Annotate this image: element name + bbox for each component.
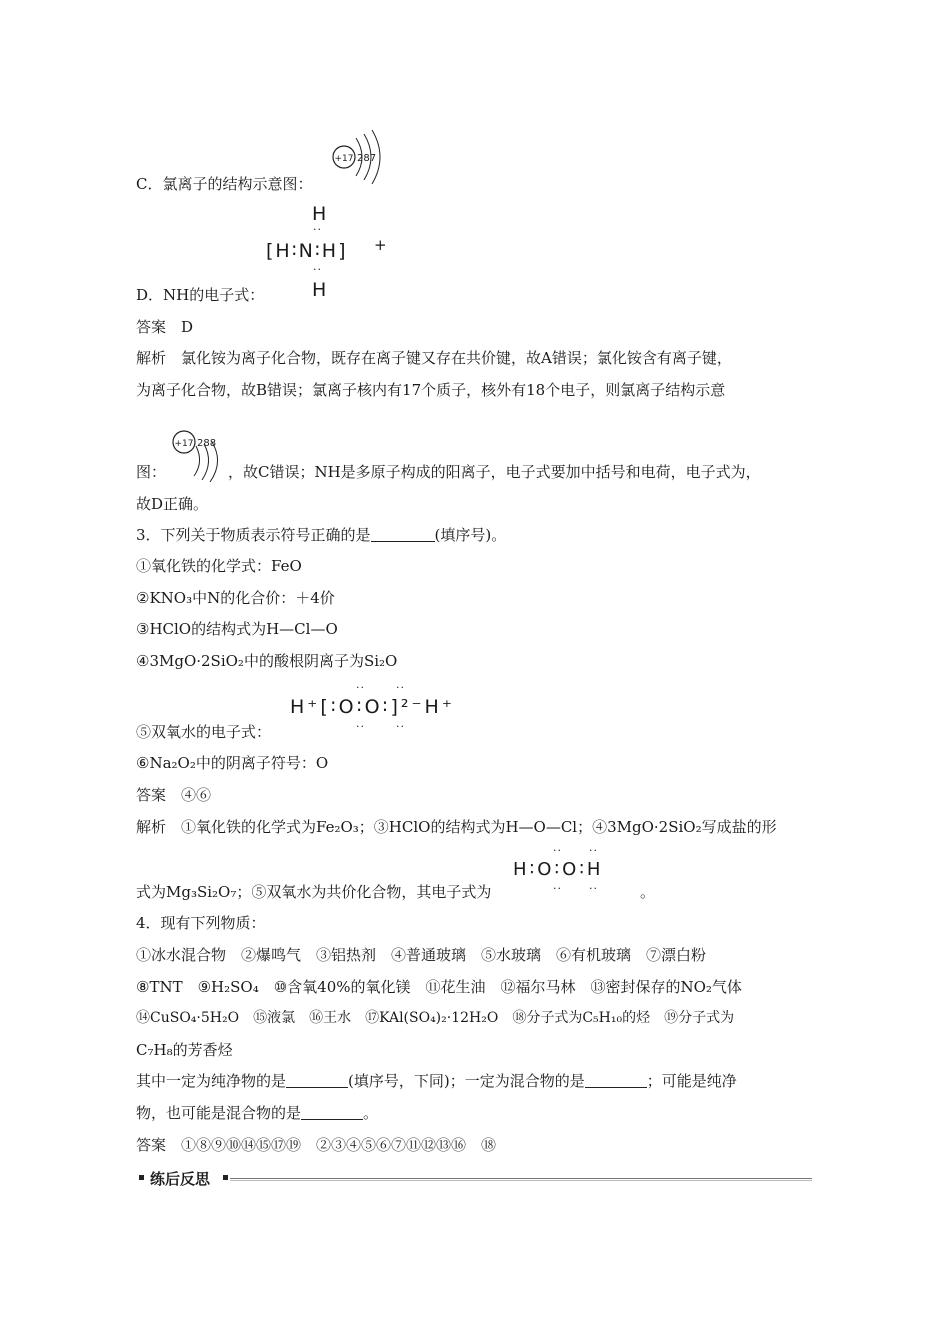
section-title: 练后反思 [150,1170,211,1188]
formula-charge: + [374,236,387,254]
q3-answer-blank[interactable] [371,526,435,542]
shell-electrons: 288 [197,438,217,449]
q2-analysis-line3a: 图： [136,463,167,481]
formula-row: H⁺[∶O∶O∶]²⁻H⁺ [290,696,455,718]
formula-bottom-h: H [312,279,327,301]
q2-analysis-line2: 为离子化合物，故B错误；氯离子核内有17个质子，核外有18个电子，则氯离子结构示意 [136,381,726,399]
q4-stem: 4．现有下列物质： [136,914,266,932]
q4-pure-blank[interactable] [286,1072,348,1088]
reflection-section-header [136,1168,812,1190]
q2-analysis-line4: 故D正确。 [136,495,209,513]
shell-electrons: 287 [357,153,377,164]
q4-either-blank[interactable] [301,1104,363,1120]
option-c: C．氯离子的结构示意图： [136,175,313,193]
q4-mixture-blank[interactable] [585,1072,647,1088]
nucleus-charge: +17 [174,439,194,449]
q2-analysis-line3b: ，故C错误；NH是多原子构成的阳离子，电子式要加中括号和电荷，电子式为， [228,463,761,481]
q3-item-4: ④3MgO·2SiO₂中的酸根阴离子为Si₂O [136,652,398,670]
q3-analysis-line2b: 。 [640,883,656,901]
hydrogen-peroxide-covalent-formula: ·· ·· H∶O∶O∶H ·· ·· [513,844,604,895]
q4-question-line2: 物，也可能是混合物的是 。 [136,1104,379,1122]
option-d: D．NH的电子式： [136,286,265,304]
q4-row-1: ①冰水混合物 ②爆鸣气 ③铝热剂 ④普通玻璃 ⑤水玻璃 ⑥有机玻璃 ⑦漂白粉 [136,946,707,964]
q2-answer: 答案 D [136,318,194,336]
q4-row-2: ⑧TNT ⑨H₂SO₄ ⑩含氧40%的氧化镁 ⑪花生油 ⑫福尔马林 ⑬密封保存的NO₂气体 [136,978,742,996]
formula-top-h: H [312,203,327,225]
q3-answer: 答案 ④⑥ [136,786,212,804]
q3-item-1: ①氧化铁的化学式：FeO [136,557,302,575]
ammonium-electron-formula: H ·· [H∶N∶H] + ·· H [266,203,387,301]
hydrogen-peroxide-ionic-formula: ·· ·· H⁺[∶O∶O∶]²⁻H⁺ ·· ·· [290,681,455,733]
q2-analysis-line1: 解析 氯化铵为离子化合物，既存在离子键又存在共价键，故A错误；氯化铵含有离子键， [136,349,732,367]
nucleus-charge: +17 [334,154,354,164]
q3-analysis-line1: 解析 ①氧化铁的化学式为Fe₂O₃；③HClO的结构式为H—O—Cl；④3MgO·2SiO₂写成盐的形 [136,818,777,836]
q4-row-3: ⑭CuSO₄·5H₂O ⑮液氯 ⑯王水 ⑰KAl(SO₄)₂·12H₂O ⑱分子式为C₅H₁₀的烃 ⑲分子式为 [136,1010,735,1026]
formula-row: H∶O∶O∶H [513,859,604,880]
q3-stem: 3．下列关于物质表示符号正确的是 (填序号)。 [136,526,507,544]
q3-item-5: ⑤双氧水的电子式： [136,723,272,741]
q3-item-6: ⑥Na₂O₂中的阴离子符号：O [136,754,329,772]
q4-question-line1: 其中一定为纯净物的是 (填序号，下同)；一定为混合物的是 ；可能是纯净 [136,1072,737,1090]
chloride-ion-structure-diagram [326,120,396,190]
q4-answer: 答案 ①⑧⑨⑩⑭⑮⑰⑲ ②③④⑤⑥⑦⑪⑫⑬⑯ ⑱ [136,1136,497,1154]
q3-item-3: ③HClO的结构式为H—Cl—O [136,620,338,638]
q3-item-2: ②KNO₃中N的化合价：＋4价 [136,589,335,607]
q4-row-4: C₇H₈的芳香烃 [136,1041,233,1059]
q3-analysis-line2a: 式为Mg₃Si₂O₇；⑤双氧水为共价化合物，其电子式为 [136,883,492,901]
section-divider [230,1178,812,1181]
formula-main-row: [H∶N∶H] [266,240,348,262]
